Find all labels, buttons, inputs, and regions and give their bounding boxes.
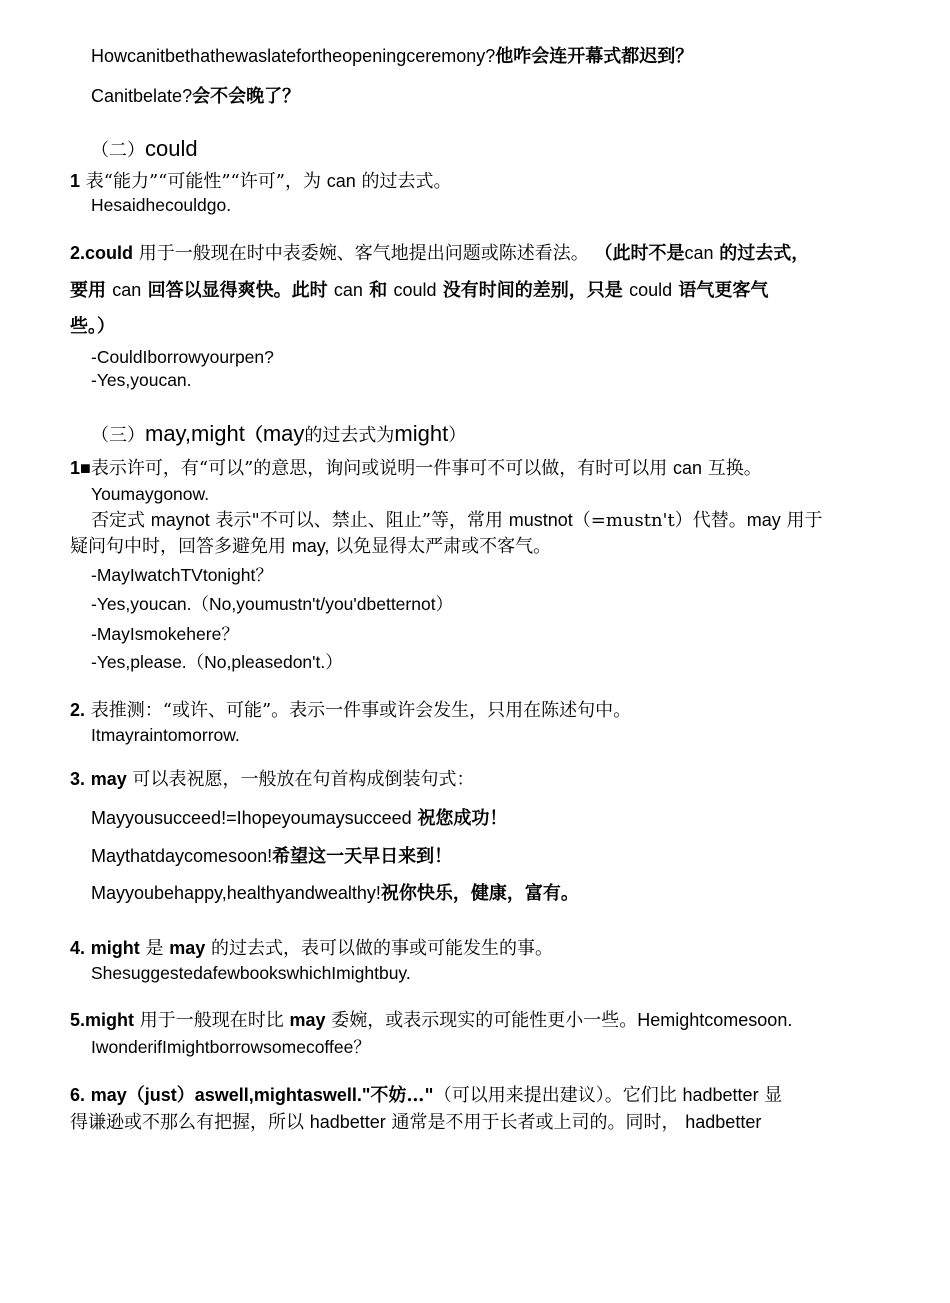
example-sentence: IwonderifImightborrowsomecoffee？ <box>91 1037 371 1057</box>
example-sentence: -Yes,youcan. <box>91 370 192 390</box>
example-sentence: Youmaygonow. <box>91 484 210 504</box>
may-point-1-negation-continued: 疑问句中时，回答多避免用 may, 以免显得太严肃或不客气。 <box>70 536 552 557</box>
may-point-1-negation: 否定式 maynot 表示"不可以、禁止、阻止”等，常用 mustnot（=mustn't）代替。may 用于 <box>91 510 823 531</box>
may-point-6: 6. may（just）aswell,mightaswell."不妨…"（可以用来提出建议）。它们比 hadbetter 显 <box>70 1085 783 1106</box>
example-sentence: Maythatdaycomesoon!希望这一天早日来到！ <box>91 846 453 867</box>
may-point-6-continued: 得谦逊或不那么有把握，所以 hadbetter 通常是不用于长者或上司的。同时， hadbetter <box>70 1112 762 1133</box>
may-point-1: 1■表示许可，有“可以”的意思，询问或说明一件事可不可以做，有时可以用 can 互换。 <box>70 458 762 479</box>
example-sentence: Mayyoubehappy,healthyandwealthy!祝你快乐，健康，富有。 <box>91 883 579 904</box>
could-point-2-end: 些。） <box>70 316 115 337</box>
example-sentence: -CouldIborrowyourpen? <box>91 347 274 367</box>
example-sentence: -MayIwatchTVtonight？ <box>91 565 273 585</box>
section-heading-could: （二）could <box>91 136 198 161</box>
example-translation: 他咋会连开幕式都迟到？ <box>495 46 694 67</box>
could-point-2: 2.could 用于一般现在时中表委婉、客气地提出问题或陈述看法。 （此时不是can 的过去式， <box>70 243 810 264</box>
example-sentence: -Yes,youcan.（No,youmustn't/you'dbetternot） <box>91 594 454 614</box>
may-point-2: 2. 表推测：“或许、可能”。表示一件事或许会发生，只用在陈述句中。 <box>70 700 632 721</box>
example-sentence <box>91 86 300 108</box>
example-sentence: ShesuggestedafewbookswhichImightbuy. <box>91 963 411 983</box>
may-point-4: 4. might 是 may 的过去式，表可以做的事或可能发生的事。 <box>70 938 553 959</box>
example-english: Howcanitbethathewaslatefortheopeningceremony? <box>91 46 496 66</box>
may-point-5: 5.might 用于一般现在时比 may 委婉，或表示现实的可能性更小一些。Hemightcomesoon. <box>70 1010 793 1031</box>
example-translation: 会不会晚了？ <box>192 86 301 107</box>
could-point-1: 1 表“能力”“可能性”“许可”，为 can 的过去式。 <box>70 171 452 192</box>
example-sentence: Hesaidhecouldgo. <box>91 195 232 215</box>
example-sentence: -MayIsmokehere？ <box>91 624 239 644</box>
example-sentence: Mayyousucceed!=Ihopeyoumaysucceed 祝您成功！ <box>91 808 508 829</box>
section-heading-may-might: （三）may,might（may的过去式为might） <box>91 421 467 446</box>
example-english: Canitbelate? <box>91 86 193 106</box>
example-sentence <box>91 46 693 68</box>
example-sentence: -Yes,please.（No,pleasedon't.） <box>91 652 343 672</box>
may-point-3: 3. may 可以表祝愿，一般放在句首构成倒装句式： <box>70 769 475 790</box>
could-point-2-continued: 要用 can 回答以显得爽快。此时 can 和 could 没有时间的差别，只是 could 语气更客气 <box>70 280 769 301</box>
example-sentence: Itmayraintomorrow. <box>91 725 240 745</box>
